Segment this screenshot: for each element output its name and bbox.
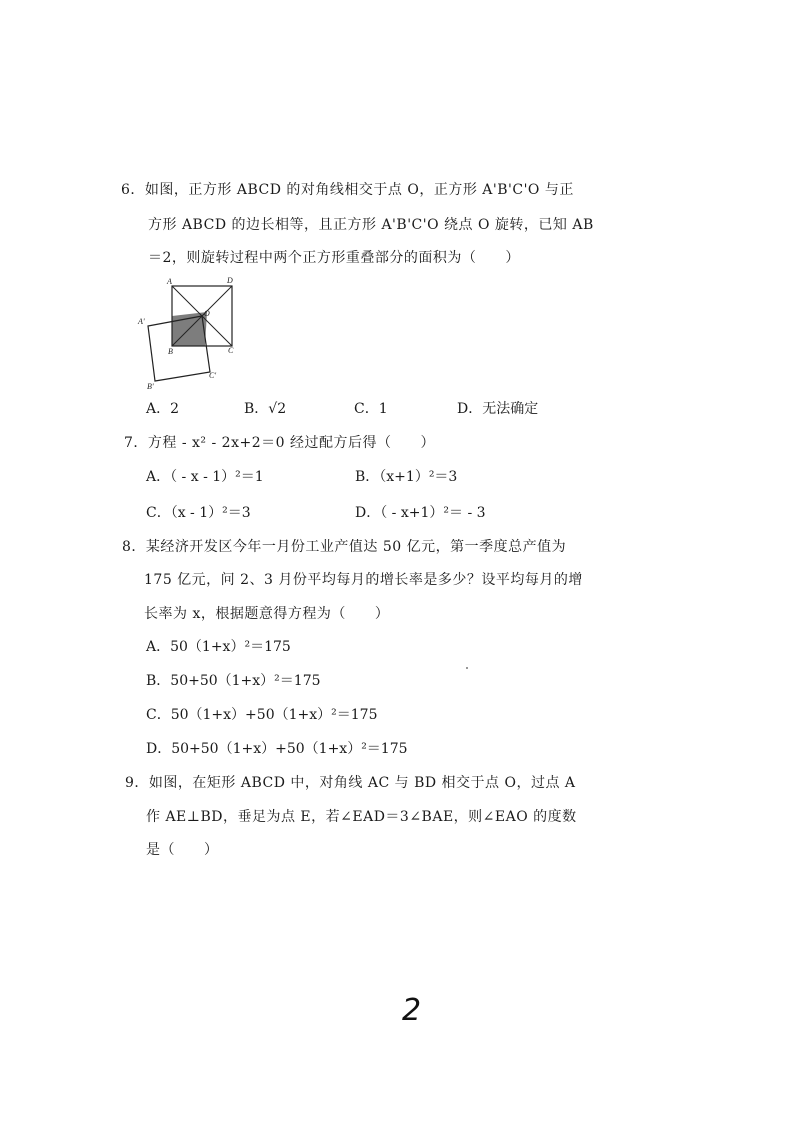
q6-line-2: 方形 ABCD 的边长相等，且正方形 A'B'C'O 绕点 O 旋转，已知 AB — [148, 217, 594, 233]
q8-option-c[interactable]: C．50（1+x）+50（1+x）²＝175 — [146, 707, 378, 723]
label-c-prime: C' — [209, 371, 217, 380]
label-d: D — [227, 276, 233, 285]
q8-option-d[interactable]: D．50+50（1+x）+50（1+x）²＝175 — [146, 741, 408, 757]
q8-option-b[interactable]: B．50+50（1+x）²＝175 — [146, 673, 321, 689]
q6-option-a[interactable]: A．2 — [146, 401, 180, 417]
q8-option-a[interactable]: A．50（1+x）²＝175 — [146, 639, 291, 655]
label-b-prime: B' — [147, 382, 154, 391]
label-a-prime: A' — [138, 317, 145, 326]
label-o: O — [204, 309, 210, 318]
q7-option-a[interactable]: A．（ - x - 1）²＝1 — [146, 469, 264, 485]
q7-option-c[interactable]: C．（x - 1）²＝3 — [146, 505, 251, 521]
label-b: B — [168, 347, 173, 356]
q6-line-3: ＝2，则旋转过程中两个正方形重叠部分的面积为（ ） — [148, 250, 520, 266]
q9-line-2: 作 AE⊥BD，垂足为点 E，若∠EAD＝3∠BAE，则∠EAO 的度数 — [146, 809, 577, 825]
label-a: A — [167, 277, 172, 286]
q6-option-b[interactable]: B．√2 — [244, 401, 287, 417]
q8-line-2: 175 亿元，问 2、3 月份平均每月的增长率是多少？设平均每月的增 — [144, 572, 583, 588]
q6-line-1: 6．如图，正方形 ABCD 的对角线相交于点 O，正方形 A'B'C'O 与正 — [121, 182, 574, 198]
q7-line-1: 7．方程 - x² - 2x+2＝0 经过配方后得（ ） — [124, 435, 435, 451]
q9-line-1: 9．如图，在矩形 ABCD 中，对角线 AC 与 BD 相交于点 O，过点 A — [125, 775, 576, 791]
q8-line-1: 8．某经济开发区今年一月份工业产值达 50 亿元，第一季度总产值为 — [122, 539, 567, 555]
q9-line-3: 是（ ） — [146, 842, 219, 858]
scan-speck — [466, 667, 468, 669]
q6-option-d[interactable]: D．无法确定 — [457, 401, 539, 417]
q7-option-b[interactable]: B．（x+1）²＝3 — [355, 469, 458, 485]
handwritten-page-number: 2 — [402, 993, 422, 1028]
q8-line-3: 长率为 x，根据题意得方程为（ ） — [144, 606, 390, 622]
q7-option-d[interactable]: D．（ - x+1）²＝ - 3 — [355, 505, 486, 521]
q6-figure — [135, 272, 245, 392]
label-c: C — [228, 346, 234, 355]
q6-option-c[interactable]: C．1 — [354, 401, 388, 417]
